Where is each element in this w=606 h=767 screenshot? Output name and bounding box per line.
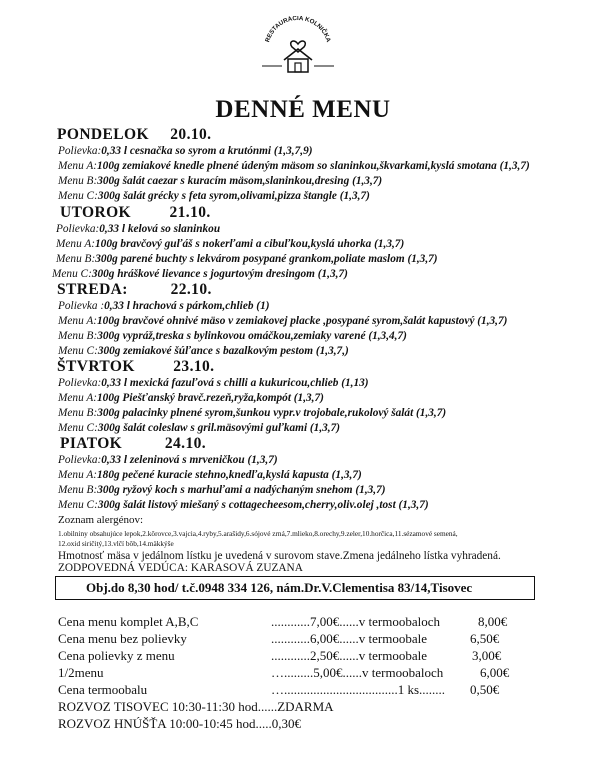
delivery-tisovec: ROZVOZ TISOVEC 10:30-11:30 hod......ZDARMA [58, 699, 334, 714]
price-value: ............7,00€......v termoobaloch [271, 614, 440, 629]
day-date: 23.10. [173, 358, 215, 375]
allergens-list: 1.obilniny obsahujúce lepok,2.kôrovce,3.vajcia,4.ryby,5.arašidy,6.sójové zrná,7.mlieko,8.orechy,9.zeler,10.horčica,11.sézamové semená, [58, 529, 458, 538]
menu-line: Menu C:300g šalát listový miešaný s cottagecheesom,cherry,oliv.olej ,tost (1,3,7) [58, 499, 429, 511]
menu-line: Polievka:0,33 l kelová so slaninkou [56, 223, 221, 235]
menu-line: Menu B:300g ryžový koch s marhuľami a nadýchaným snehom (1,3,7) [58, 484, 386, 496]
day-date: 24.10. [164, 435, 207, 452]
day-heading-monday [57, 126, 211, 144]
day-heading-tuesday [60, 204, 211, 222]
day-date: 21.10. [169, 204, 211, 221]
logo-text: RESTAURÁCIA KOLNIČKA [264, 16, 332, 44]
price-label: 1/2menu [58, 665, 104, 680]
price-box-value: 6,00€ [480, 665, 510, 680]
menu-line: Menu B:300g vypráž,treska s bylinkovou omáčkou,zemiaky varené (1,3,4,7) [58, 330, 407, 342]
day-name: PONDELOK [57, 126, 149, 143]
price-box-value: 3,00€ [472, 648, 502, 663]
allergens-heading: Zoznam alergénov: [58, 514, 144, 526]
price-label: Cena menu bez polievky [58, 631, 187, 646]
svg-text:RESTAURÁCIA KOLNIČKA [264, 16, 332, 44]
day-heading-wednesday [57, 281, 212, 299]
price-label: Cena termoobalu [58, 682, 148, 697]
price-box-value: 8,00€ [478, 614, 508, 629]
menu-line: Menu C:300g šalát coleslaw s gril.mäsovými guľkami (1,3,7) [58, 422, 341, 434]
allergens-list: 12.oxid siričitý,13.vlčí bôb,14.mäkkýše [58, 539, 174, 548]
menu-line: Menu A:100g bravčový guľáš s nokerľami a cibuľkou,kyslá uhorka (1,3,7) [56, 238, 405, 250]
menu-line: Menu B:300g šalát caezar s kuracím mäsom,slaninkou,dresing (1,3,7) [58, 175, 383, 187]
menu-line: Menu A:100g zemiakové knedle plnené údeným mäsom so slaninkou,škvarkami,kyslá smotana (1,3,7) [58, 160, 530, 172]
price-box-value: 6,50€ [470, 631, 500, 646]
page-title: DENNÉ MENU [215, 96, 391, 123]
price-value: ............6,00€......v termoobale [271, 631, 427, 646]
price-value: ............2,50€......v termoobale [271, 648, 427, 663]
menu-line: Menu B:300g palacinky plnené syrom,šunkou vypr.v trojobale,rukolový šalát (1,3,7) [58, 407, 447, 419]
price-label: Cena menu komplet A,B,C [58, 614, 199, 629]
price-value: …...................................1 ks........ [271, 682, 446, 697]
day-name: PIATOK [60, 435, 123, 452]
menu-line: Menu B:300g parené buchty s lekvárom posypané grankom,poliate maslom (1,3,7) [56, 253, 438, 265]
menu-line: Polievka :0,33 l hrachová s párkom,chlieb (1) [58, 300, 270, 312]
day-heading-friday [60, 435, 206, 453]
day-name: STREDA: [57, 281, 128, 298]
menu-line: Polievka:0,33 l mexická fazuľová s chilli a kukuricou,chlieb (1,13) [58, 377, 369, 389]
price-label: Cena polievky z menu [58, 648, 175, 663]
order-info-box: Obj.do 8,30 hod/ t.č.0948 334 126, nám.Dr.V.Clementisa 83/14,Tisovec [55, 576, 535, 600]
delivery-hnusta: ROZVOZ HNÚŠŤA 10:00-10:45 hod.....0,30€ [58, 716, 302, 731]
menu-line: Menu C:300g hráškové lievance s jogurtovým dresingom (1,3,7) [52, 268, 348, 280]
menu-line: Menu A:180g pečené kuracie stehno,knedľa,kyslá kapusta (1,3,7) [58, 469, 362, 481]
menu-line: Menu C:300g zemiakové šúľance s bazalkovým pestom (1,3,7,) [58, 345, 349, 357]
menu-line: Menu C:300g šalát grécky s feta syrom,olivami,pizza štangle (1,3,7) [58, 190, 370, 202]
price-value: ….........5,00€......v termoobaloch [271, 665, 444, 680]
day-name: ŠTVRTOK [57, 358, 135, 375]
day-name: UTOROK [60, 204, 132, 221]
menu-line: Polievka:0,33 l zeleninová s mrveničkou (1,3,7) [58, 454, 278, 466]
day-date: 22.10. [170, 281, 212, 298]
manager-note: ZODPOVEDNÁ VEDÚCA: KARASOVÁ ZUZANA [58, 562, 303, 574]
menu-line: Menu A:100g bravčové ohnivé mäso v zemiakovej placke ,posypané syrom,šalát kapustový (1,3,7) [58, 315, 508, 327]
price-box-value: 0,50€ [470, 682, 500, 697]
weight-note: Hmotnosť mäsa v jedálnom lístku je uvedená v surovom stave.Zmena jedálneho lístka vyhradená. [58, 550, 501, 562]
day-heading-thursday [57, 358, 214, 376]
menu-line: Menu A:100g Piešťanský bravč.rezeň,ryža,kompót (1,3,7) [58, 392, 324, 404]
restaurant-logo [248, 16, 348, 74]
menu-line: Polievka:0,33 l cesnačka so syrom a krutónmi (1,3,7,9) [58, 145, 313, 157]
day-date: 20.10. [170, 126, 212, 143]
